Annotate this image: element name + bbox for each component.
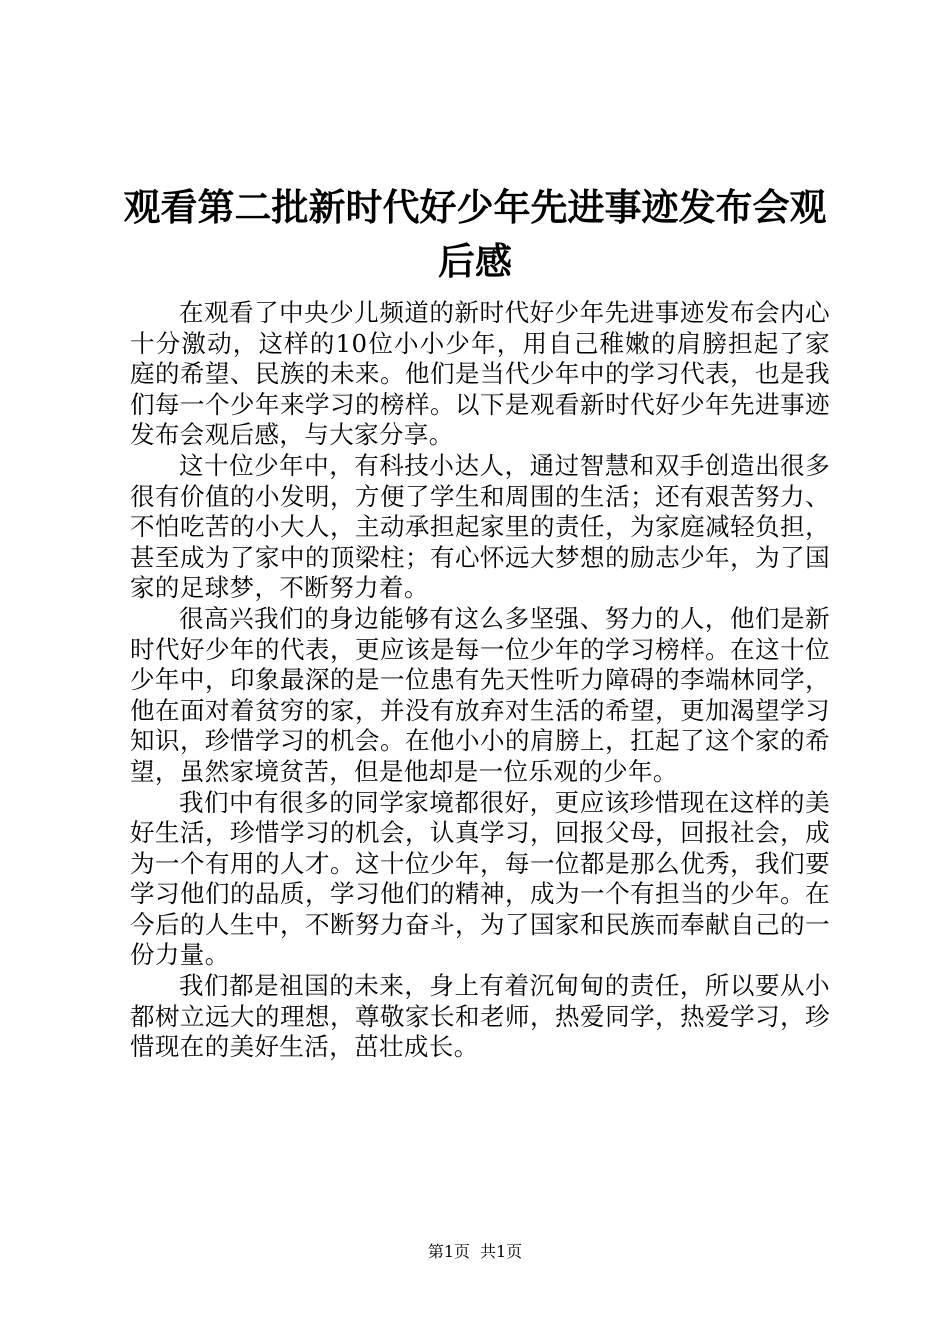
paragraph-5: 我们都是祖国的未来，身上有着沉甸甸的责任，所以要从小都树立远大的理想，尊敬家长和老师，热爱同学，热爱学习，珍惜现在的美好生活，茁壮成长。 xyxy=(130,971,830,1062)
document-title: 观看第二批新时代好少年先进事迹发布会观后感 xyxy=(123,185,827,283)
page-number-total: 共1页 xyxy=(480,1242,523,1261)
paragraph-4: 我们中有很多的同学家境都很好，更应该珍惜现在这样的美好生活，珍惜学习的机会，认真学习，回报父母，回报社会，成为一个有用的人才。这十位少年，每一位都是那么优秀，我们要学习他们的品质，学习他们的精神，成为一个有担当的少年。在今后的人生中，不断努力奋斗，为了国家和民族而奉献自己的一份力量。 xyxy=(130,787,830,970)
document-body xyxy=(130,298,830,1063)
page-number-current: 第1页 xyxy=(427,1242,470,1261)
paragraph-3: 很高兴我们的身边能够有这么多坚强、努力的人，他们是新时代好少年的代表，更应该是每一位少年的学习榜样。在这十位少年中，印象最深的是一位患有先天性听力障碍的李端林同学，他在面对着贫穷的家，并没有放弃对生活的希望，更加渴望学习知识，珍惜学习的机会。在他小小的肩膀上，扛起了这个家的希望，虽然家境贫苦，但是他却是一位乐观的少年。 xyxy=(130,603,830,786)
paragraph-1: 在观看了中央少儿频道的新时代好少年先进事迹发布会内心十分激动，这样的10位小小少年，用自己稚嫩的肩膀担起了家庭的希望、民族的未来。他们是当代少年中的学习代表，也是我们每一个少年来学习的榜样。以下是观看新时代好少年先进事迹发布会观后感，与大家分享。 xyxy=(130,298,830,450)
page-footer xyxy=(0,1242,950,1262)
paragraph-2: 这十位少年中，有科技小达人，通过智慧和双手创造出很多很有价值的小发明，方便了学生和周围的生活；还有艰苦努力、不怕吃苦的小大人，主动承担起家里的责任，为家庭减轻负担，甚至成为了家中的顶梁柱；有心怀远大梦想的励志少年，为了国家的足球梦，不断努力着。 xyxy=(130,450,830,603)
